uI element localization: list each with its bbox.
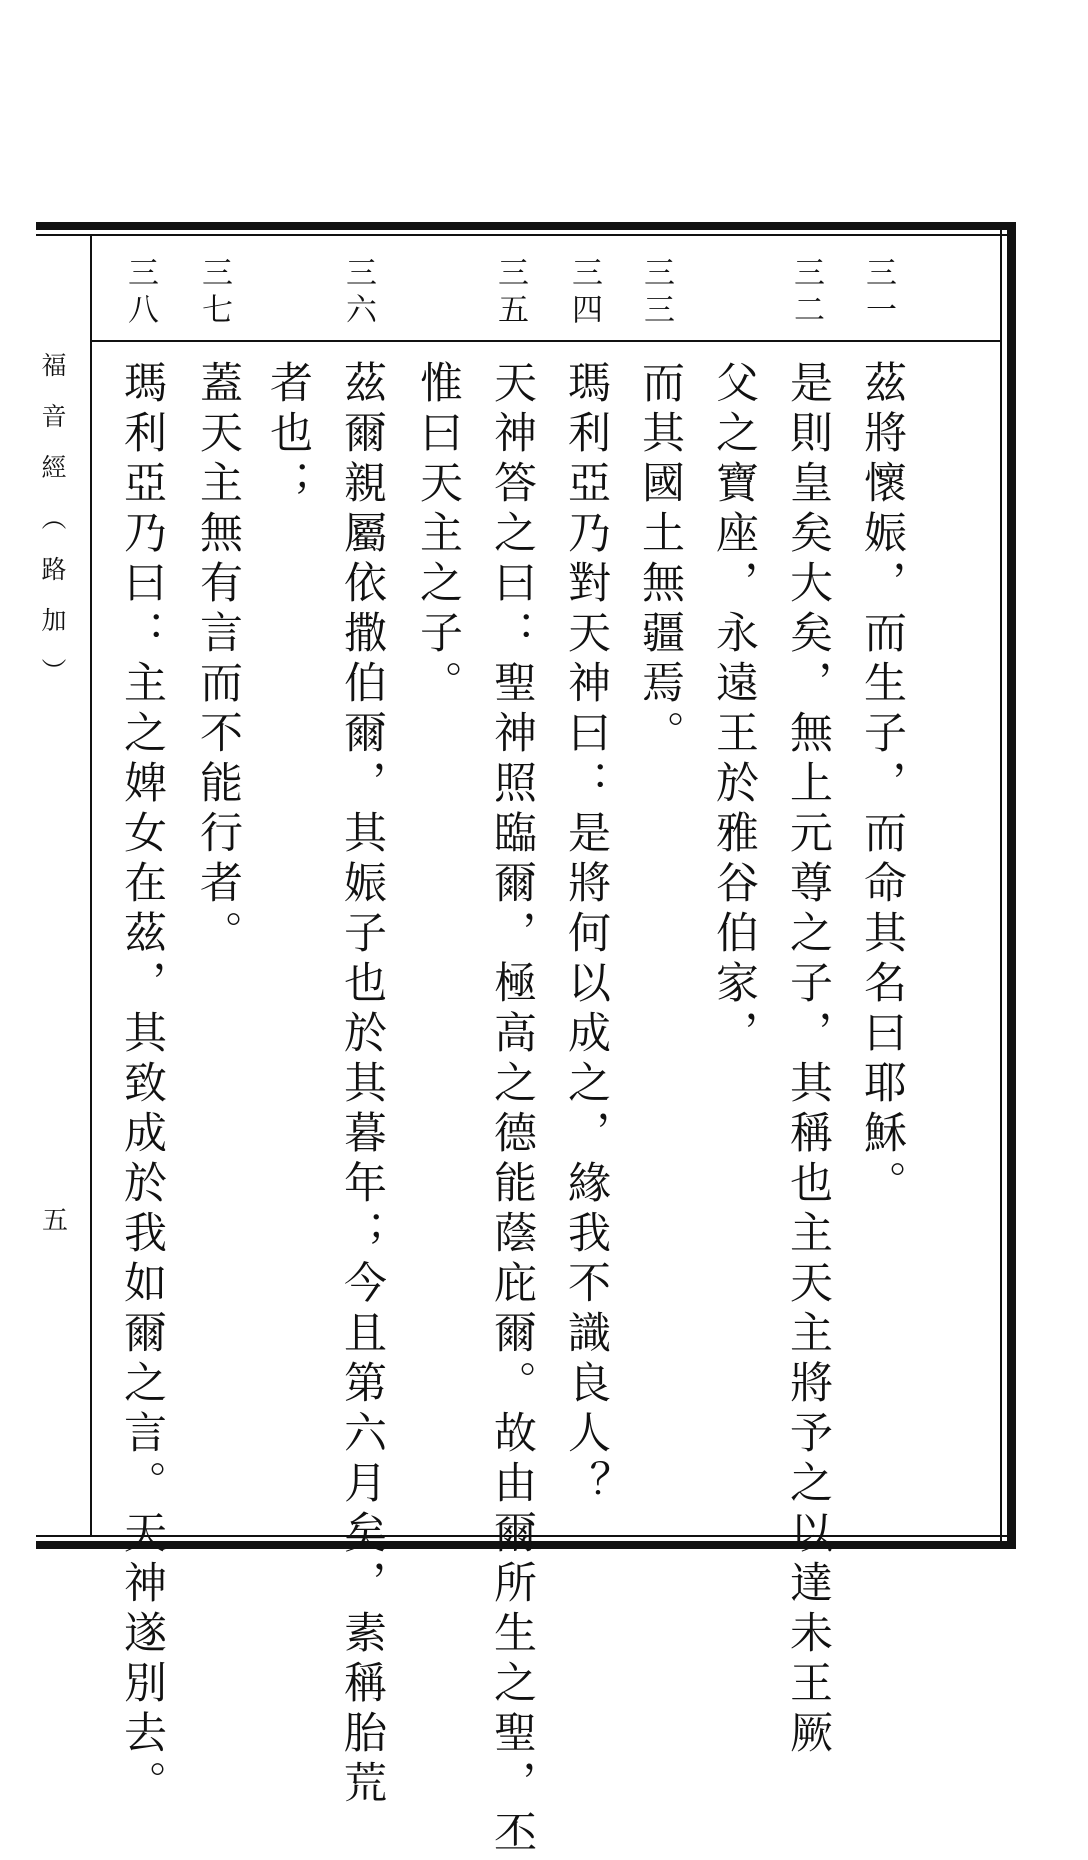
verse-number: 三四	[566, 256, 602, 330]
text-column: 茲爾親屬依撒伯爾，其娠子也於其暮年；今且第六月矣，素稱胎荒	[337, 360, 387, 1810]
verse-number: 三二	[788, 256, 824, 330]
text-column: 茲將懷娠，而生子，而命其名曰耶穌。	[857, 360, 907, 1210]
margin-rule	[90, 236, 92, 1535]
verse-number: 三六	[340, 256, 376, 330]
verse-number: 三八	[122, 256, 158, 330]
text-column: 瑪利亞乃對天神曰：是將何以成之，緣我不識良人？	[561, 360, 611, 1510]
frame-right-thick-rule	[1007, 222, 1016, 1549]
text-column: 惟曰天主之子。	[413, 360, 463, 710]
frame-top-thick-rule	[36, 222, 1016, 230]
page-number: 五	[42, 1206, 69, 1236]
text-column: 父之寶座，永遠王於雅谷伯家，	[709, 360, 759, 1060]
text-column: 瑪利亞乃曰：主之婢女在茲，其致成於我如爾之言。天神遂別去。	[117, 360, 167, 1810]
verse-number: 三七	[196, 256, 232, 330]
margin-title: 福音經（路加）	[38, 352, 67, 709]
text-column: 天神答之曰：聖神照臨爾，極高之德能蔭庇爾。故由爾所生之聖，丕	[487, 360, 537, 1860]
frame-right-thin-rule	[1000, 230, 1002, 1542]
text-column: 者也；	[263, 360, 313, 510]
text-column: 是則皇矣大矣，無上元尊之子，其稱也主天主將予之以達未王厥	[783, 360, 833, 1760]
frame-top-thin-rule	[36, 234, 1016, 236]
text-column: 而其國土無疆焉。	[635, 360, 685, 760]
verse-number: 三五	[492, 256, 528, 330]
verse-number-rule	[92, 340, 1000, 342]
text-column: 蓋天主無有言而不能行者。	[193, 360, 243, 960]
verse-number: 三一	[860, 256, 896, 330]
verse-number: 三三	[638, 256, 674, 330]
